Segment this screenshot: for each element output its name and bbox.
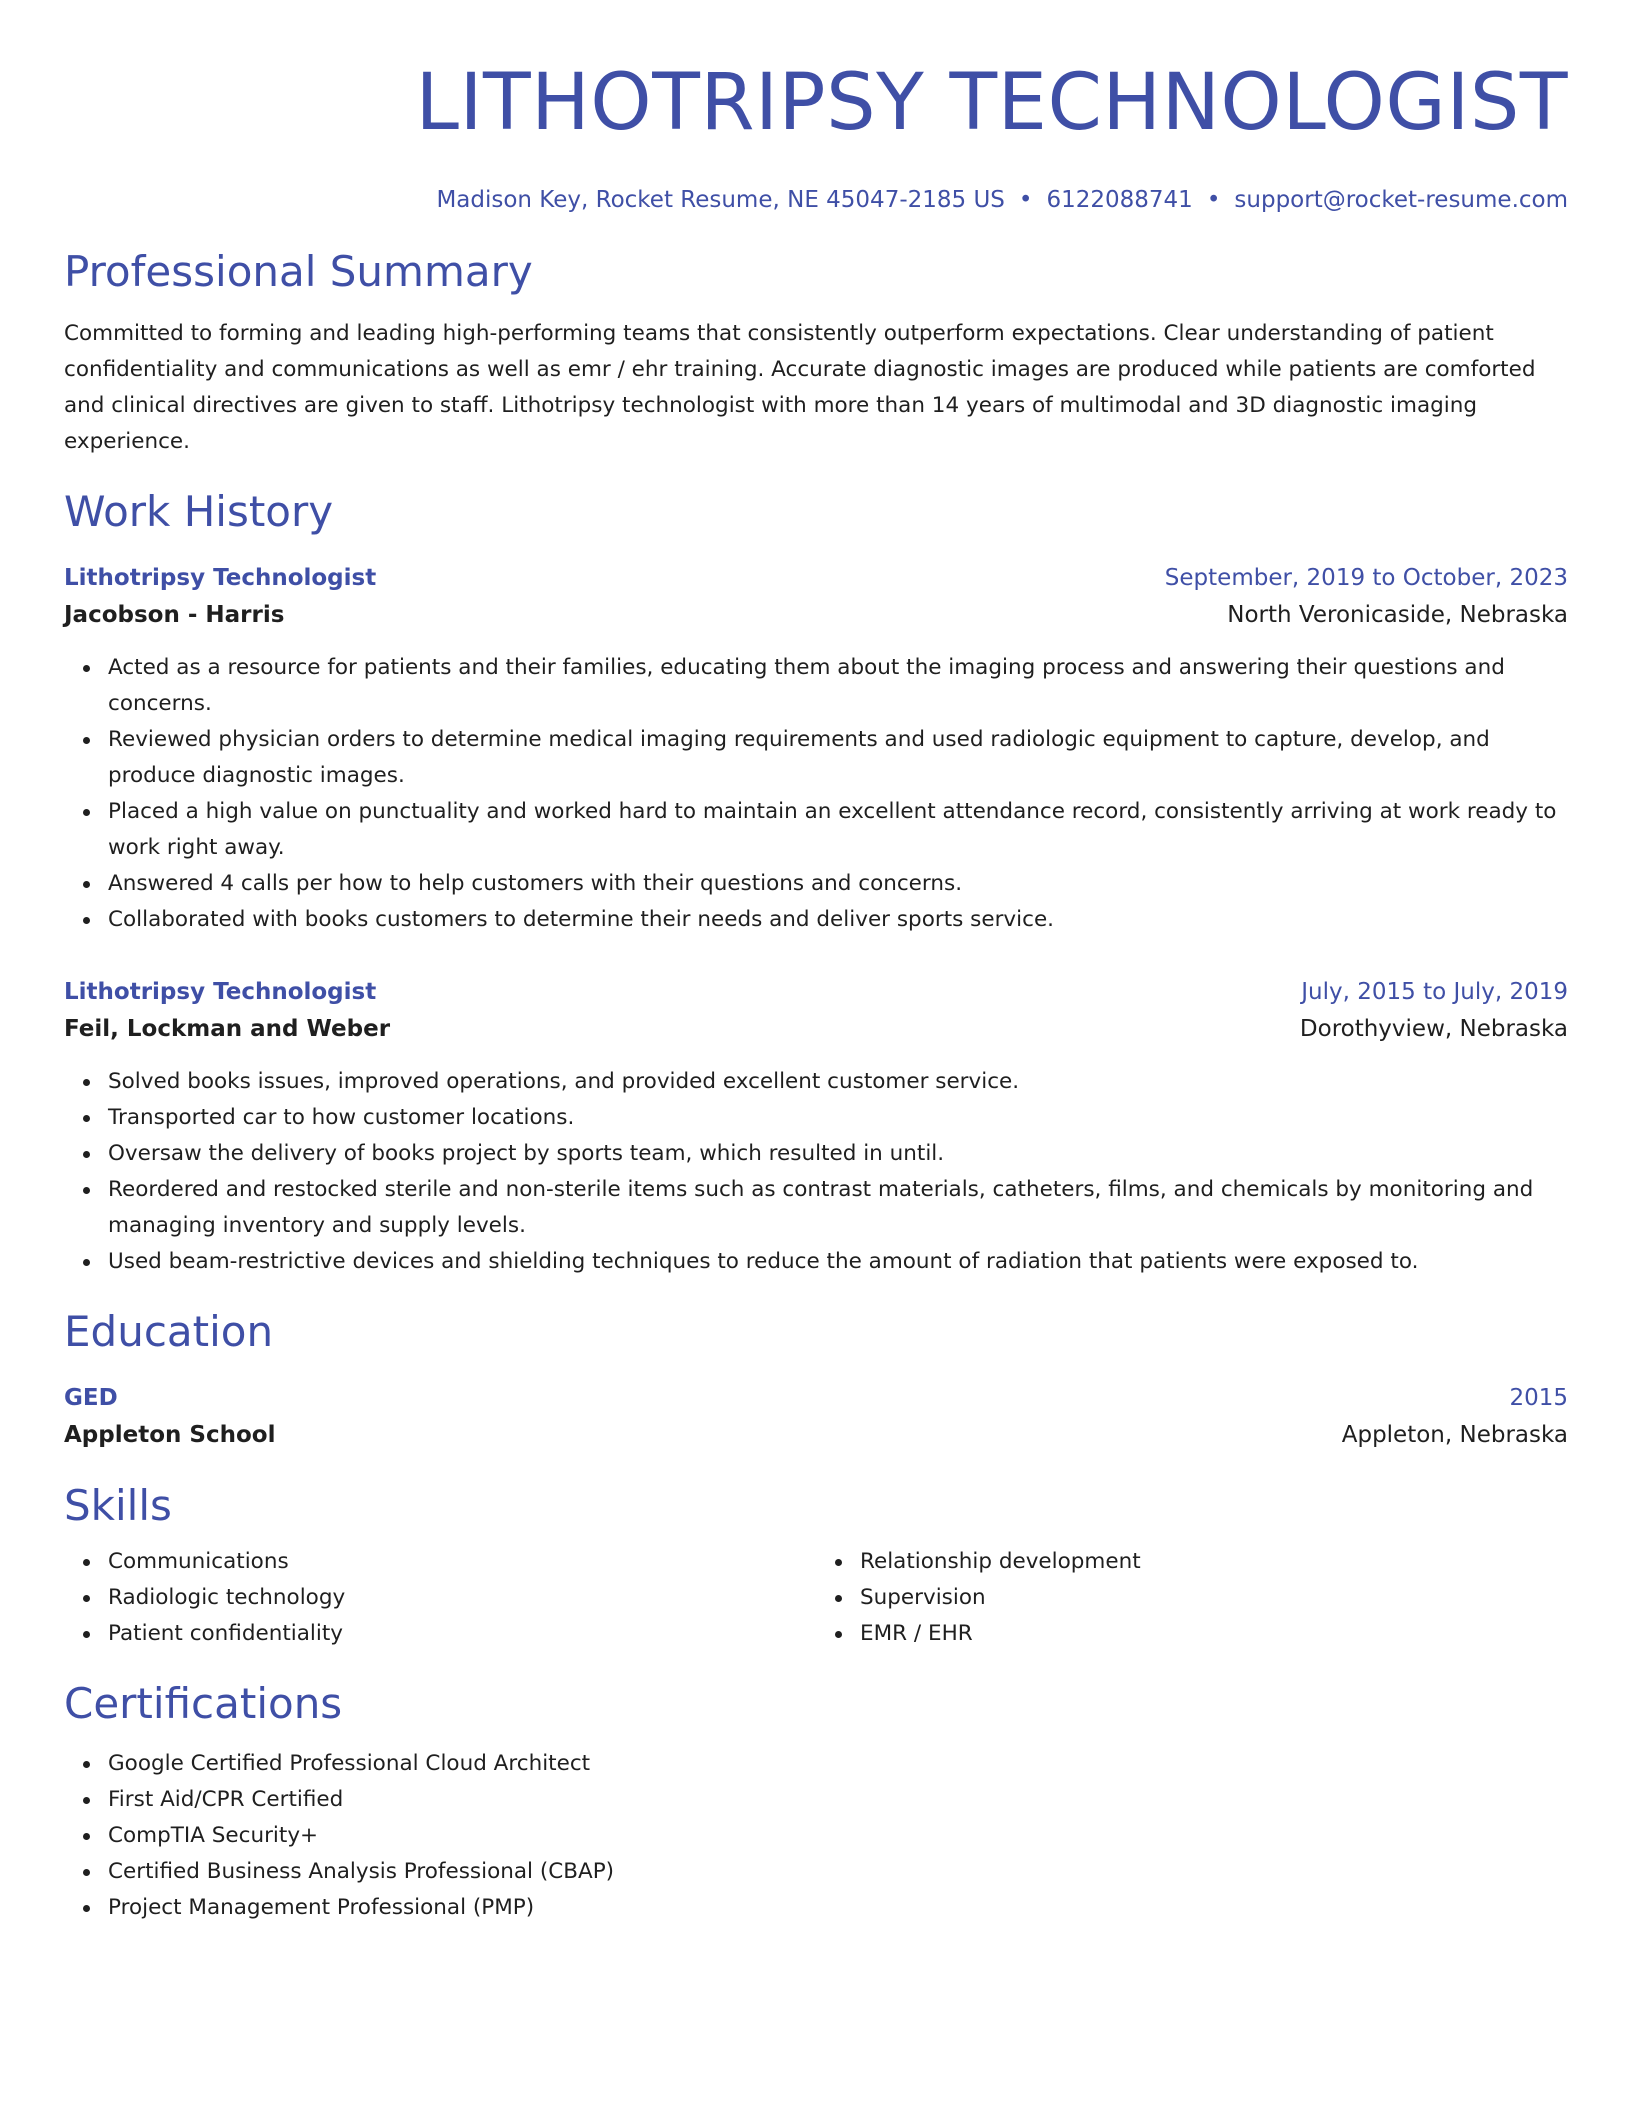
education-year: 2015 <box>1509 1385 1568 1411</box>
skill-item: Supervision <box>860 1580 1568 1616</box>
contact-address: Madison Key, Rocket Resume, NE 45047-2185 US <box>436 187 1005 213</box>
contact-separator: • <box>1206 187 1221 213</box>
job-location: North Veronicaside, Nebraska <box>1227 602 1568 628</box>
job-bullets <box>64 650 1568 938</box>
education-school: Appleton School <box>64 1422 276 1448</box>
certification-item: Certified Business Analysis Professional (CBAP) <box>108 1854 1568 1890</box>
certifications-section <box>64 1678 1568 1926</box>
job-dates: September, 2019 to October, 2023 <box>1164 565 1568 591</box>
job-bullets <box>64 1064 1568 1280</box>
work-history-section <box>64 486 1568 1280</box>
skill-item: Patient confidentiality <box>108 1616 816 1652</box>
certification-item: Project Management Professional (PMP) <box>108 1890 1568 1926</box>
job-bullet: Collaborated with books customers to determine their needs and deliver sports service. <box>108 902 1568 938</box>
job-bullet: Answered 4 calls per how to help customers with their questions and concerns. <box>108 866 1568 902</box>
job-bullet: Solved books issues, improved operations, and provided excellent customer service. <box>108 1064 1568 1100</box>
skill-item: Relationship development <box>860 1544 1568 1580</box>
skill-item: Radiologic technology <box>108 1580 816 1616</box>
skills-column-left <box>64 1544 816 1652</box>
skill-item: EMR / EHR <box>860 1616 1568 1652</box>
certification-list <box>64 1746 1568 1926</box>
job-employer: Jacobson - Harris <box>64 602 285 628</box>
job-entry <box>64 974 1568 1280</box>
skills-heading: Skills <box>64 1481 172 1530</box>
education-entry <box>64 1380 1568 1454</box>
summary-text: Committed to forming and leading high-performing teams that consistently outperform expectations. Clear understanding of patient confidentiality and communications as well as emr / ehr training. Accurate diagnostic images are produced while patients are comforted and clinical directives are given to staff. Lithotripsy technologist with more than 14 years of multimodal and 3D diagnostic imaging experience. <box>64 321 1536 454</box>
job-title: Lithotripsy Technologist <box>64 565 377 591</box>
job-bullet: Used beam-restrictive devices and shielding techniques to reduce the amount of radiation that patients were exposed to. <box>108 1244 1568 1280</box>
job-bullet: Oversaw the delivery of books project by sports team, which resulted in until. <box>108 1136 1568 1172</box>
job-title: Lithotripsy Technologist <box>64 979 377 1005</box>
resume-title: LITHOTRIPSY TECHNOLOGIST <box>415 58 1568 148</box>
job-location: Dorothyview, Nebraska <box>1299 1016 1568 1042</box>
certification-item: Google Certified Professional Cloud Architect <box>108 1746 1568 1782</box>
contact-line <box>64 184 1568 216</box>
skills-section <box>64 1480 1568 1652</box>
certification-item: First Aid/CPR Certified <box>108 1782 1568 1818</box>
skill-item: Communications <box>108 1544 816 1580</box>
education-section <box>64 1306 1568 1454</box>
job-bullet: Reviewed physician orders to determine medical imaging requirements and used radiologic equipment to capture, develop, and produce diagnostic images. <box>108 722 1568 794</box>
education-location: Appleton, Nebraska <box>1341 1422 1568 1448</box>
job-bullet: Transported car to how customer locations. <box>108 1100 1568 1136</box>
job-entry <box>64 560 1568 938</box>
job-bullet: Reordered and restocked sterile and non-sterile items such as contrast materials, catheters, films, and chemicals by monitoring and managing inventory and supply levels. <box>108 1172 1568 1244</box>
education-heading: Education <box>64 1307 274 1356</box>
education-degree: GED <box>64 1385 118 1411</box>
certification-item: CompTIA Security+ <box>108 1818 1568 1854</box>
skills-grid <box>64 1544 1568 1652</box>
certifications-heading: Certifications <box>64 1679 343 1728</box>
contact-separator: • <box>1018 187 1033 213</box>
job-dates: July, 2015 to July, 2019 <box>1301 979 1568 1005</box>
skills-column-right <box>816 1544 1568 1652</box>
summary-heading: Professional Summary <box>64 247 533 296</box>
contact-phone: 6122088741 <box>1046 187 1193 213</box>
job-bullet: Acted as a resource for patients and their families, educating them about the imaging process and answering their questions and concerns. <box>108 650 1568 722</box>
work-history-heading: Work History <box>64 487 334 536</box>
contact-email: support@rocket-resume.com <box>1234 187 1568 213</box>
job-employer: Feil, Lockman and Weber <box>64 1016 391 1042</box>
job-bullet: Placed a high value on punctuality and worked hard to maintain an excellent attendance record, consistently arriving at work ready to work right away. <box>108 794 1568 866</box>
